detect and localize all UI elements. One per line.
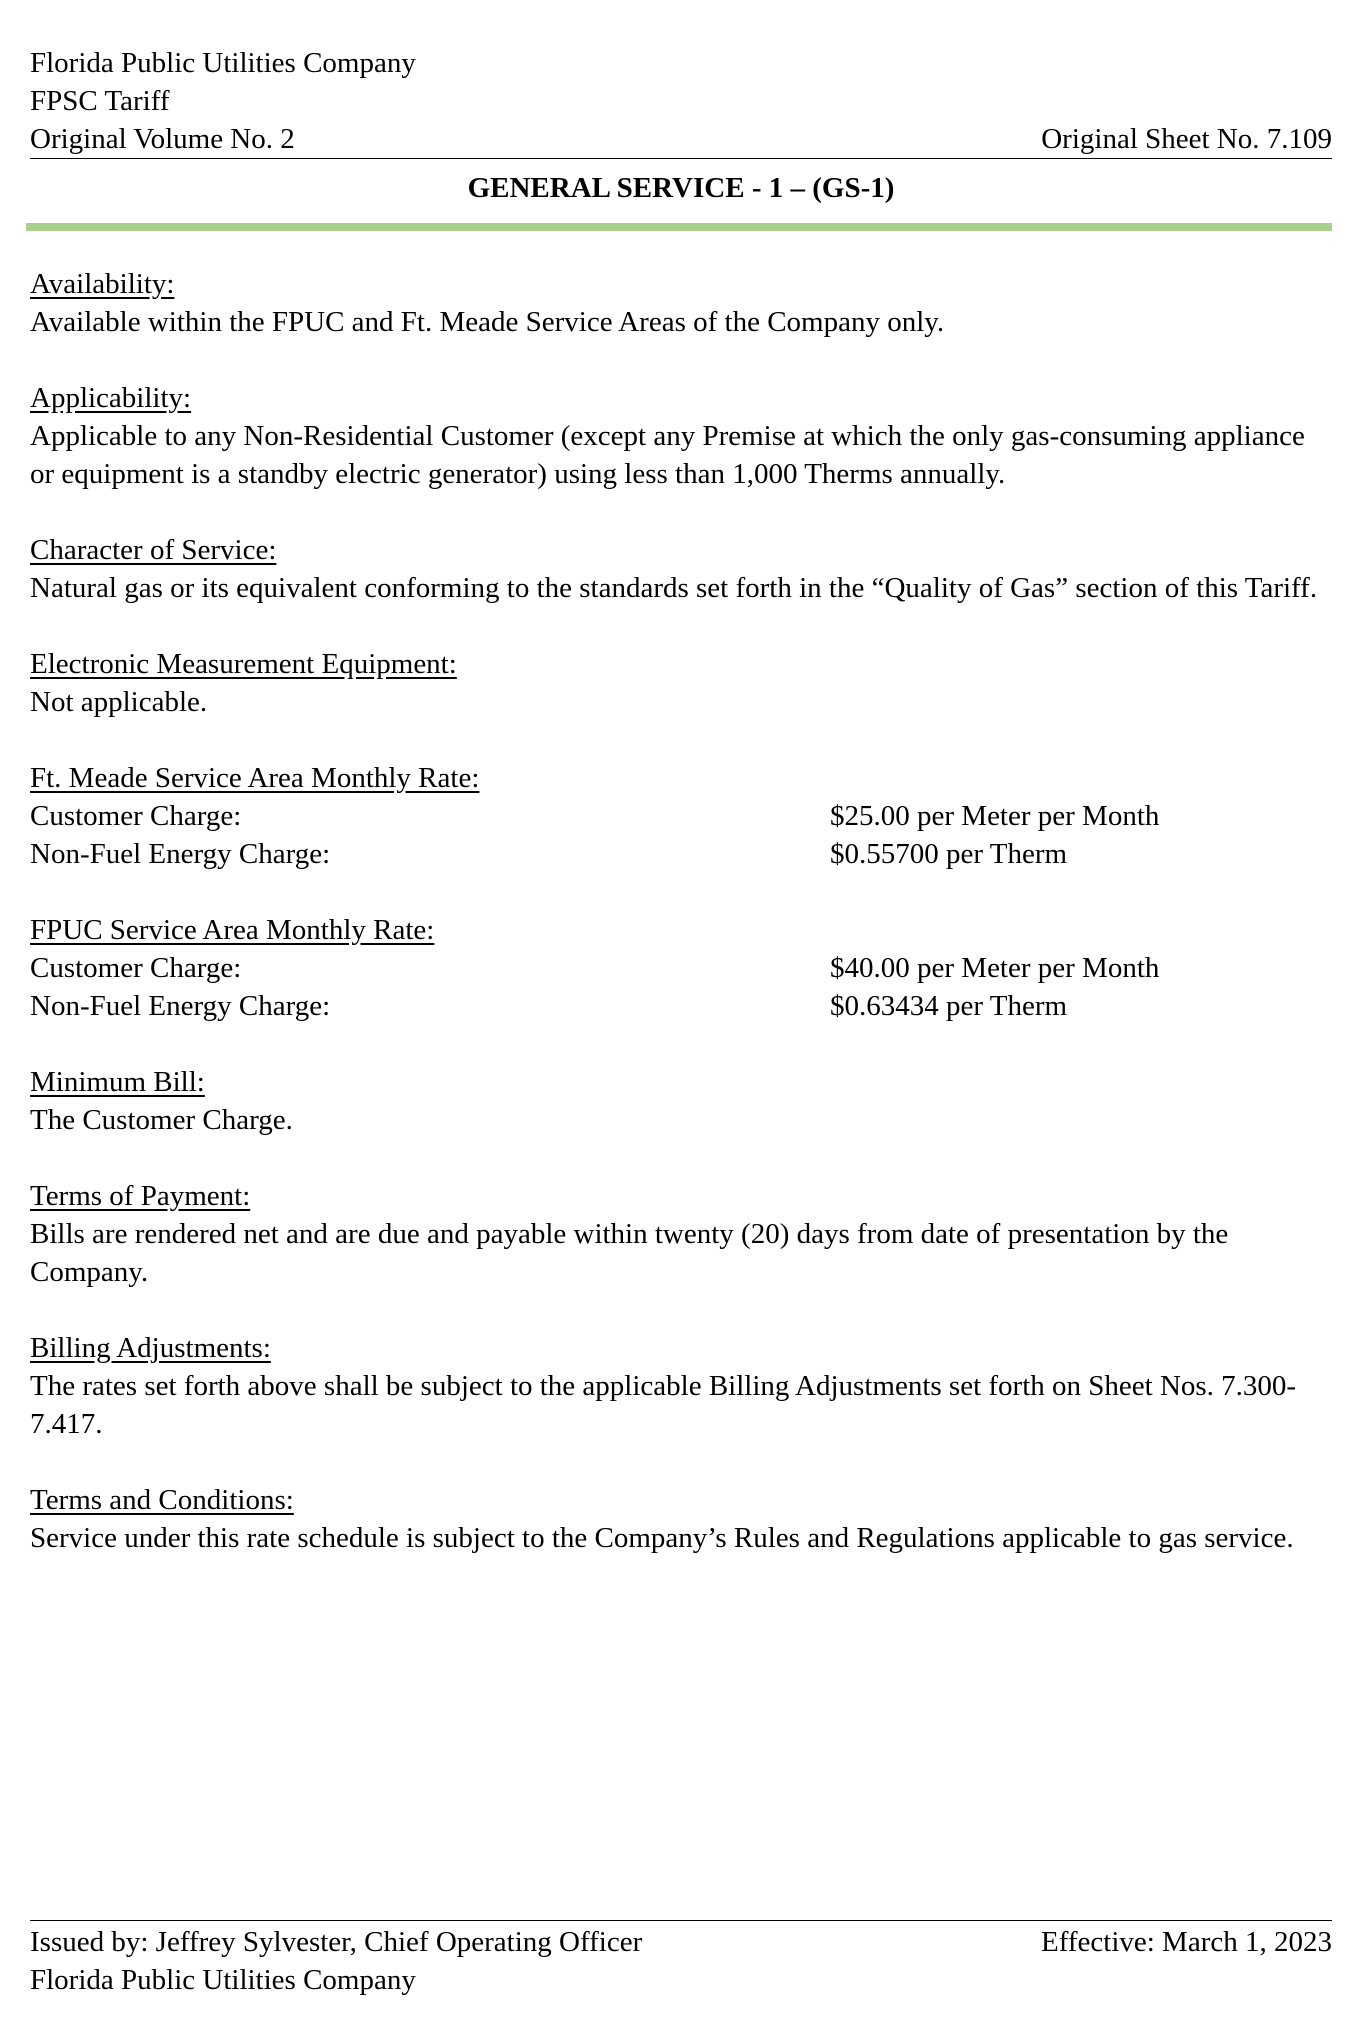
header-volume-row (30, 120, 1332, 159)
footer-issued-by: Issued by: Jeffrey Sylvester, Chief Operating Officer (30, 1926, 643, 1958)
electronic-text: Not applicable. (30, 686, 208, 718)
section-terms-of-payment (30, 1177, 1332, 1291)
section-ft-meade-rate (30, 759, 1332, 873)
header-tariff: FPSC Tariff (30, 85, 170, 117)
section-billing-adjustments (30, 1329, 1332, 1443)
section-character-of-service (30, 531, 1332, 607)
rate-label: Non-Fuel Energy Charge: (30, 838, 331, 870)
minimum-heading: Minimum Bill: (30, 1066, 205, 1098)
rate-label: Customer Charge: (30, 952, 242, 984)
applicability-text: Applicable to any Non-Residential Customer (except any Premise at which the only gas-consuming appliance or equipment is a standby electric generator) using less than 1,000 Therms annually. (30, 420, 1305, 490)
rate-value: $0.63434 per Therm (830, 990, 1068, 1022)
page-footer (30, 1920, 1332, 1999)
billing-text: The rates set forth above shall be subject to the applicable Billing Adjustments set forth on Sheet Nos. 7.300-7.417. (30, 1370, 1297, 1440)
section-availability (30, 265, 1332, 341)
ft-meade-heading: Ft. Meade Service Area Monthly Rate: (30, 762, 480, 794)
rate-row (30, 797, 1332, 835)
rate-label: Non-Fuel Energy Charge: (30, 990, 331, 1022)
billing-heading: Billing Adjustments: (30, 1332, 271, 1364)
section-applicability (30, 379, 1332, 493)
document-body (30, 265, 1332, 1557)
section-minimum-bill (30, 1063, 1332, 1139)
header-company: Florida Public Utilities Company (30, 47, 416, 79)
footer-company-row (30, 1961, 1332, 1999)
section-terms-and-conditions (30, 1481, 1332, 1557)
terms-conditions-text: Service under this rate schedule is subject to the Company’s Rules and Regulations applicable to gas service. (30, 1522, 1294, 1554)
title-divider (26, 223, 1332, 231)
header-volume: Original Volume No. 2 (30, 123, 295, 155)
fpuc-heading: FPUC Service Area Monthly Rate: (30, 914, 435, 946)
rate-row (30, 949, 1332, 987)
electronic-heading: Electronic Measurement Equipment: (30, 648, 457, 680)
rate-value: $40.00 per Meter per Month (830, 952, 1160, 984)
section-fpuc-rate (30, 911, 1332, 1025)
character-text: Natural gas or its equivalent conforming to the standards set forth in the “Quality of Gas” section of this Tariff. (30, 572, 1318, 604)
rate-value: $25.00 per Meter per Month (830, 800, 1160, 832)
terms-payment-heading: Terms of Payment: (30, 1180, 251, 1212)
footer-company: Florida Public Utilities Company (30, 1964, 416, 1996)
terms-payment-text: Bills are rendered net and are due and payable within twenty (20) days from date of presentation by the Company. (30, 1218, 1229, 1288)
header-sheet-number: Original Sheet No. 7.109 (1041, 123, 1332, 155)
availability-heading: Availability: (30, 268, 175, 300)
section-electronic-measurement (30, 645, 1332, 721)
applicability-heading: Applicability: (30, 382, 192, 414)
terms-conditions-heading: Terms and Conditions: (30, 1484, 294, 1516)
rate-row (30, 987, 1332, 1025)
footer-effective-date: Effective: March 1, 2023 (1041, 1926, 1332, 1958)
availability-text: Available within the FPUC and Ft. Meade Service Areas of the Company only. (30, 306, 945, 338)
rate-value: $0.55700 per Therm (830, 838, 1068, 870)
footer-issued-row (30, 1923, 1332, 1961)
minimum-text: The Customer Charge. (30, 1104, 293, 1136)
rate-row (30, 835, 1332, 873)
rate-label: Customer Charge: (30, 800, 242, 832)
character-heading: Character of Service: (30, 534, 277, 566)
page-title: GENERAL SERVICE - 1 – (GS-1) (467, 172, 895, 204)
tariff-page (30, 44, 1332, 1595)
